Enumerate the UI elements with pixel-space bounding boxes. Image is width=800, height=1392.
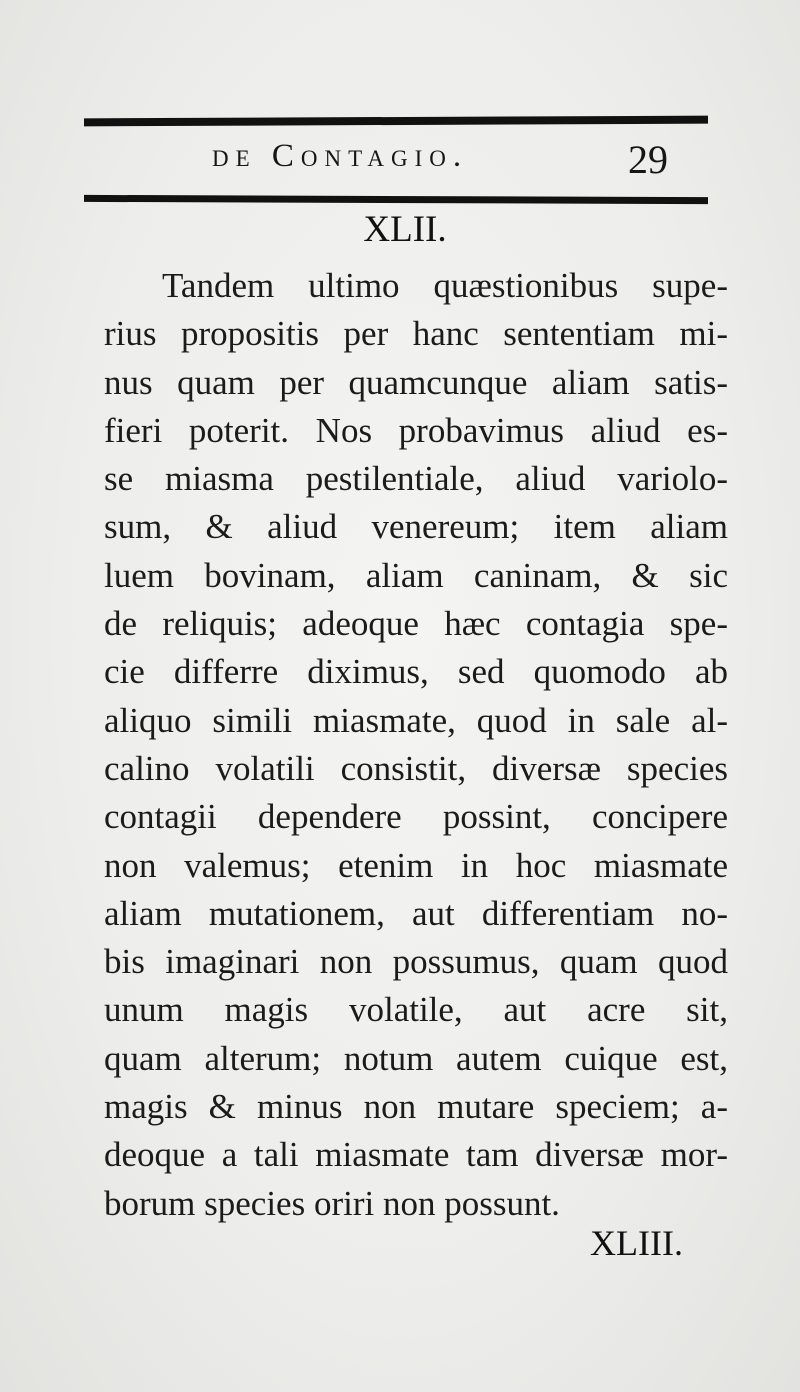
text-line: magis & minus non mutare speciem; a-	[104, 1087, 728, 1127]
text-line: unum magis volatile, aut acre sit,	[104, 990, 728, 1030]
text-line: contagii dependere possint, concipere	[104, 797, 728, 837]
page-number: 29	[628, 137, 668, 182]
text-line: aliam mutationem, aut differentiam no-	[104, 893, 728, 933]
running-title: de Contagio.	[212, 138, 469, 174]
text-line: de reliquis; adeoque hæc contagia spe-	[104, 604, 728, 644]
header-bottom-rule	[84, 195, 708, 204]
header-top-rule	[84, 116, 708, 127]
text-line: se miasma pestilentiale, aliud variolo-	[104, 459, 728, 499]
text-line: rius propositis per hanc sententiam mi-	[104, 314, 728, 354]
text-line: cie differre diximus, sed quomodo ab	[104, 652, 728, 692]
body-text	[0, 262, 800, 1228]
text-line: luem bovinam, aliam caninam, & sic	[104, 555, 728, 595]
text-line: sum, & aliud venereum; item aliam	[104, 507, 728, 547]
text-line: aliquo simili miasmate, quod in sale al-	[104, 700, 728, 740]
text-line: Tandem ultimo quæstionibus supe-	[162, 266, 728, 305]
text-line: non valemus; etenim in hoc miasmate	[104, 845, 728, 885]
text-line: borum species oriri non possunt.	[104, 1183, 560, 1223]
text-line: fieri poterit. Nos probavimus aliud es-	[104, 410, 728, 450]
text-line: quam alterum; notum autem cuique est,	[104, 1038, 728, 1078]
text-line: nus quam per quamcunque aliam satis-	[104, 362, 728, 402]
section-heading: XLII.	[363, 209, 447, 250]
text-line: bis imaginari non possumus, quam quod	[104, 942, 728, 982]
text-line: calino volatili consistit, diversæ species	[104, 748, 728, 788]
text-line: deoque a tali miasmate tam diversæ mor-	[104, 1135, 728, 1175]
catchword: XLIII.	[590, 1223, 683, 1263]
